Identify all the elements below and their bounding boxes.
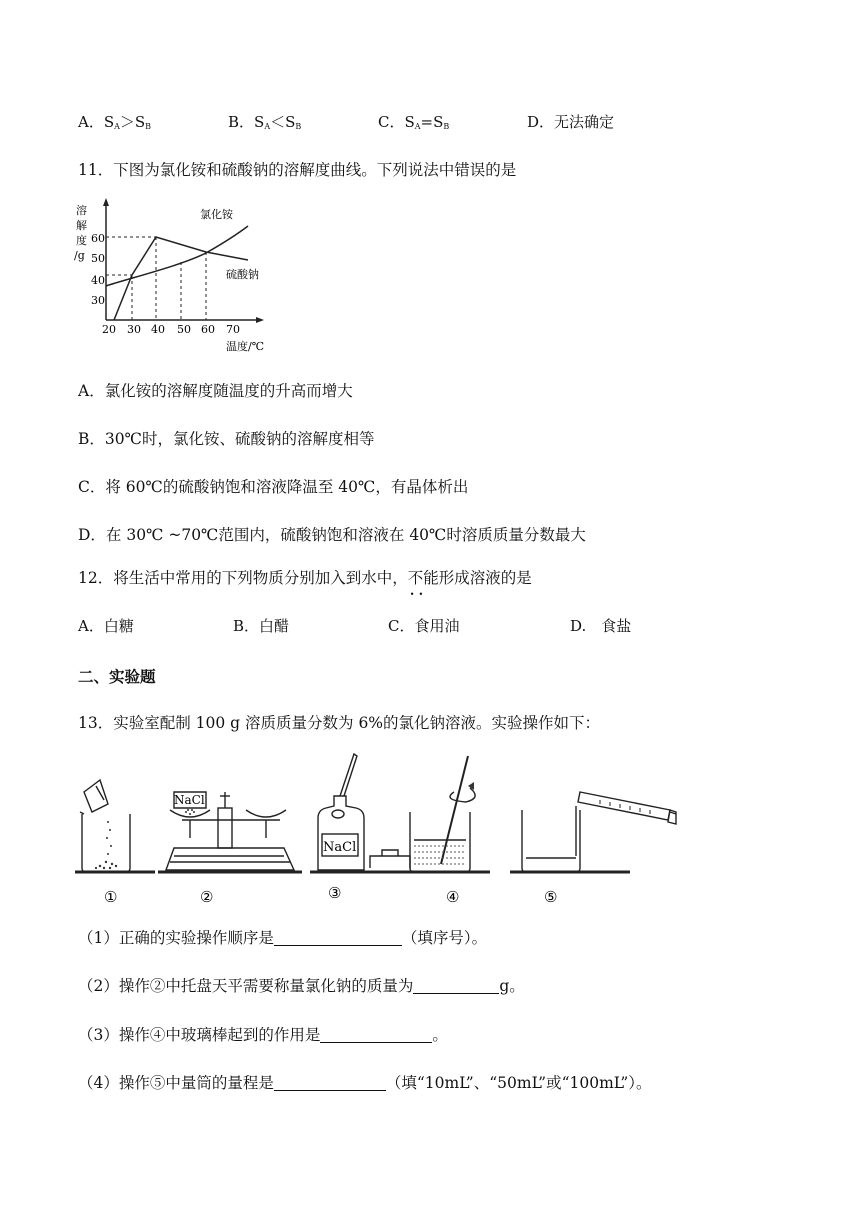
y-axis-label-1: 溶	[76, 204, 87, 217]
y-axis-label-4: /g	[74, 249, 85, 262]
y-axis-label-3: 度	[76, 234, 87, 247]
figure-label-1: ①	[104, 888, 118, 906]
q10-option-d: D．无法确定	[527, 113, 615, 131]
reagent-bottle-label: NaCl	[323, 840, 357, 855]
q11-stem: 11．下图为氯化铵和硫酸钠的溶解度曲线。下列说法中错误的是	[78, 161, 517, 179]
y-tick-60: 60	[91, 232, 105, 245]
x-tick-20: 20	[102, 323, 116, 336]
q10-option-c: C．$S_A=S_B$	[378, 113, 450, 131]
balance-nacl-tag: NaCl	[174, 793, 205, 807]
experiment-figure	[70, 752, 690, 912]
na2so4-label: 硫酸钠	[226, 268, 259, 281]
q12-option-b: B．白醋	[233, 617, 290, 635]
figure-label-3: ③	[328, 884, 342, 902]
figure-label-4: ④	[446, 888, 460, 906]
q12-option-c: C．食用油	[388, 617, 460, 635]
x-tick-50: 50	[177, 323, 191, 336]
q11-option-a: A．氯化铵的溶解度随温度的升高而增大	[78, 382, 353, 400]
q12-stem: 12．将生活中常用的下列物质分别加入到水中，不能 ••形成溶液的是	[78, 568, 532, 588]
nh4cl-label: 氯化铵	[200, 208, 233, 221]
section-heading: 二、实验题	[78, 667, 156, 686]
q12-option-a: A．白糖	[78, 617, 134, 635]
q12-option-d: D. 食盐	[570, 617, 632, 635]
answer-blank-1[interactable]	[274, 929, 402, 946]
answer-blank-4[interactable]	[274, 1074, 386, 1091]
answer-blank-2[interactable]	[413, 977, 499, 994]
figure-label-5: ⑤	[544, 888, 558, 906]
q10-option-a: A．$S_A>S_B$	[78, 113, 152, 131]
q13-sub4: （4）操作⑤中量筒的量程是 （填“10mL”、“50mL”或“100mL”）。	[78, 1074, 652, 1092]
solubility-graph	[70, 196, 290, 358]
q11-option-c: C．将 60℃的硫酸钠饱和溶液降温至 40℃，有晶体析出	[78, 478, 469, 496]
q13-sub3: （3）操作④中玻璃棒起到的作用是 。	[78, 1026, 448, 1044]
q13-sub1: （1）正确的实验操作顺序是 （填序号）。	[78, 929, 488, 947]
y-tick-50: 50	[91, 252, 105, 265]
x-tick-70: 70	[226, 323, 240, 336]
q10-option-b: B．$S_A<S_B$	[228, 113, 302, 131]
q11-option-b: B．30℃时，氯化铵、硫酸钠的溶解度相等	[78, 430, 375, 448]
x-tick-60: 60	[201, 323, 215, 336]
x-tick-40: 40	[151, 323, 165, 336]
q13-sub2: （2）操作②中托盘天平需要称量氯化钠的质量为 g。	[78, 977, 525, 995]
q12-emphasis: 不能 ••	[408, 568, 439, 588]
y-tick-30: 30	[91, 294, 105, 307]
y-tick-40: 40	[91, 274, 105, 287]
y-axis-label-2: 解	[76, 219, 87, 232]
x-tick-30: 30	[127, 323, 141, 336]
q11-option-d: D．在 30℃ ~70℃范围内，硫酸钠饱和溶液在 40℃时溶质质量分数最大	[78, 526, 586, 544]
answer-blank-3[interactable]	[320, 1026, 432, 1043]
q13-stem: 13．实验室配制 100 g 溶质质量分数为 6%的氯化钠溶液。实验操作如下：	[78, 714, 601, 732]
x-axis-label: 温度/℃	[226, 340, 265, 353]
figure-label-2: ②	[200, 888, 214, 906]
